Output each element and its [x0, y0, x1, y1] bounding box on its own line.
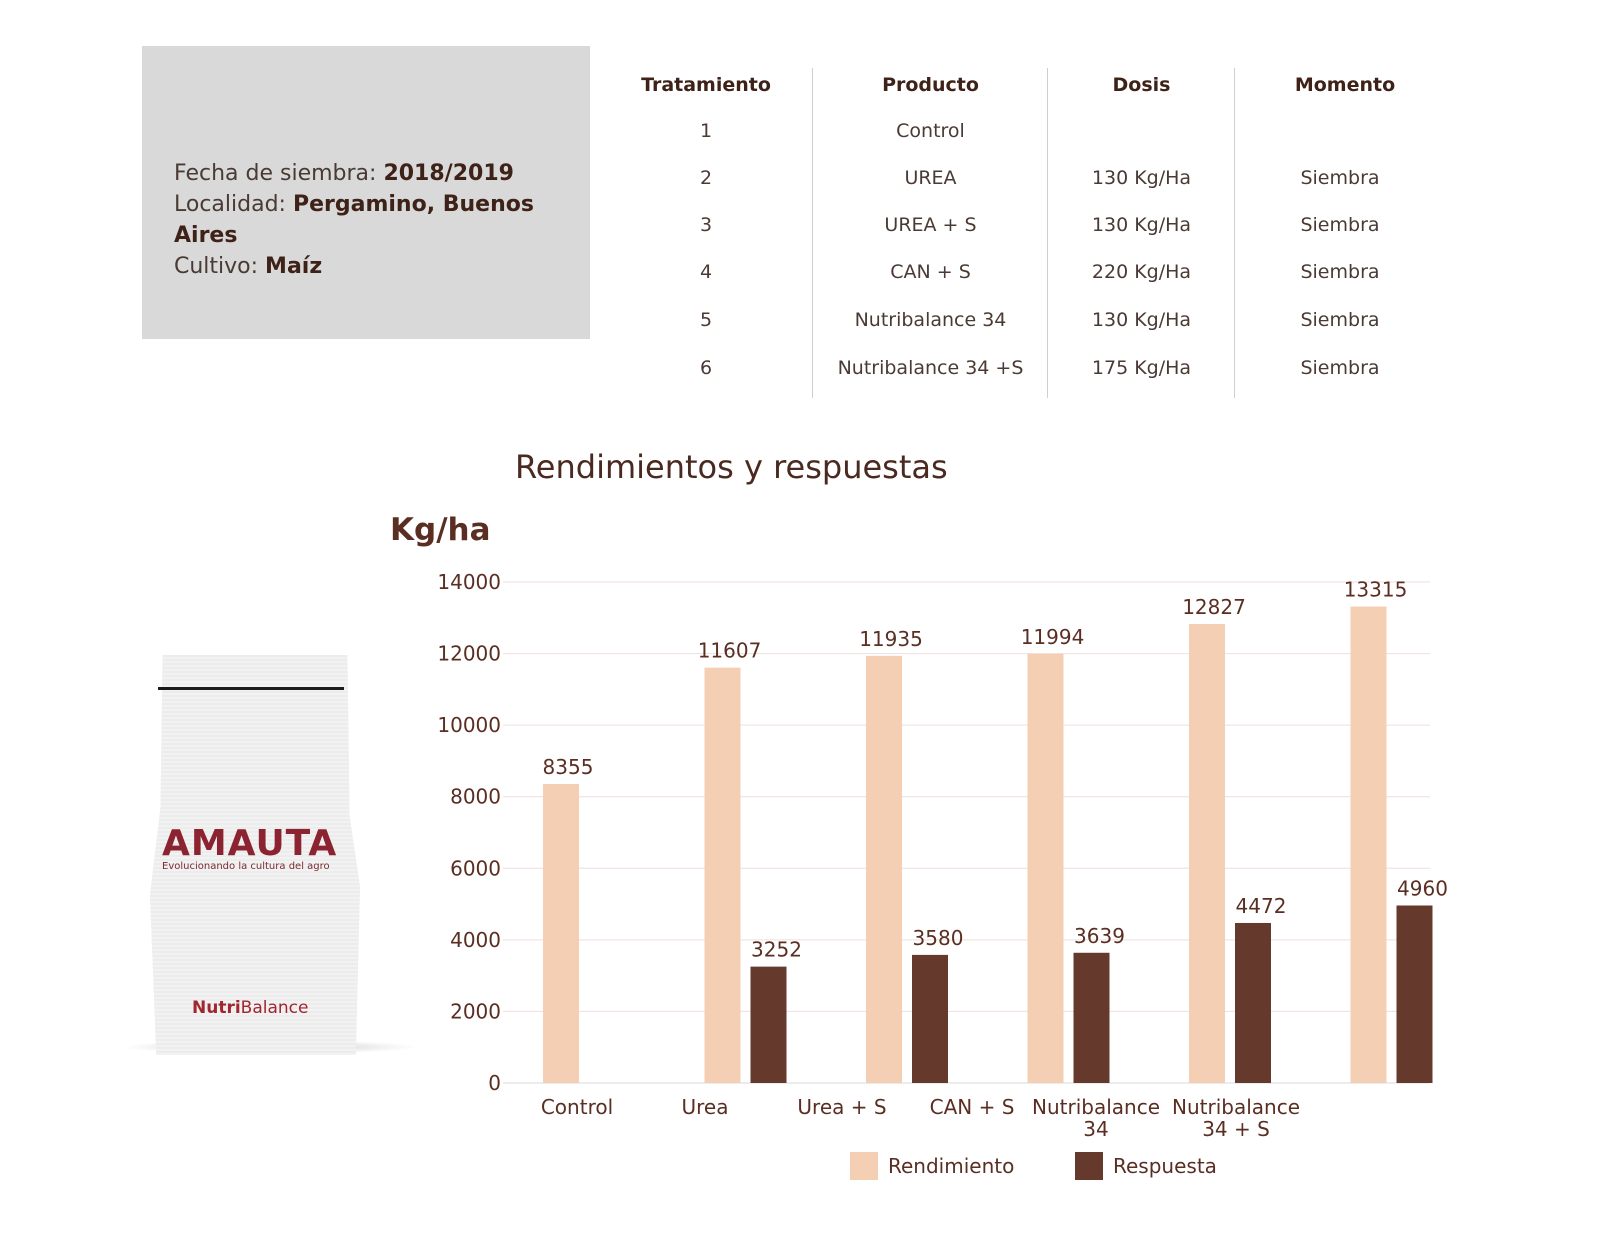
bar-rendimiento-5 [1189, 624, 1225, 1083]
cell-trat-4: 4 [699, 261, 713, 283]
y-tick-label-14000: 14000 [437, 570, 501, 594]
bar-rendimiento-6 [1351, 607, 1387, 1083]
cultivo-label: Cultivo: [174, 254, 259, 279]
bag-product-bold: Nutri [192, 998, 241, 1018]
cell-mom-2: Siembra [1300, 167, 1380, 189]
fecha-label: Fecha de siembra: [174, 161, 377, 186]
cell-dosis-5: 130 Kg/Ha [1091, 309, 1192, 331]
x-tick-label-6-line2: 34 + S [1202, 1117, 1270, 1141]
y-tick-label-6000: 6000 [450, 856, 501, 881]
y-tick-label-8000: 8000 [450, 784, 501, 809]
legend-label-respuesta: Respuesta [1113, 1154, 1217, 1178]
x-tick-label-5: Nutribalance [1032, 1095, 1160, 1119]
bar-rendimiento-1 [543, 784, 579, 1083]
legend-swatch-rendimiento [850, 1152, 878, 1180]
cell-prod-1: Control [896, 120, 965, 142]
y-axis-label: Kg/ha [390, 512, 491, 548]
cell-mom-4: Siembra [1300, 261, 1380, 283]
bag-tagline: Evolucionando la cultura del agro [162, 861, 330, 872]
cell-trat-2: 2 [699, 167, 713, 189]
cell-dosis-4: 220 Kg/Ha [1091, 261, 1192, 283]
cell-mom-6: Siembra [1300, 357, 1380, 379]
y-tick-label-2000: 2000 [450, 999, 501, 1024]
data-label-respuesta-2: 3252 [751, 937, 802, 962]
bag-brand-logo: AMAUTA [162, 823, 338, 864]
cell-trat-3: 3 [699, 214, 713, 236]
legend-item-rendimiento [850, 1152, 1014, 1180]
legend-item-respuesta [1075, 1152, 1217, 1180]
data-label-respuesta-6: 4960 [1397, 876, 1448, 901]
y-tick-label-0: 0 [488, 1071, 501, 1095]
data-label-respuesta-5: 4472 [1235, 893, 1287, 918]
cell-prod-5: Nutribalance 34 [854, 309, 1007, 331]
bar-rendimiento-2 [705, 668, 741, 1083]
cell-trat-1: 1 [699, 120, 713, 142]
x-tick-label-1: Control [540, 1095, 614, 1119]
chart-title: Rendimientos y respuestas [515, 448, 948, 486]
bag-product-rest: Balance [240, 998, 309, 1018]
x-tick-label-6: Nutribalance [1172, 1095, 1300, 1119]
data-label-rendimiento-6: 13315 [1343, 577, 1408, 602]
cell-prod-4: CAN + S [890, 261, 971, 283]
cell-prod-2: UREA [904, 167, 957, 189]
y-tick-label-4000: 4000 [450, 927, 501, 952]
bar-rendimiento-3 [866, 656, 902, 1083]
data-label-rendimiento-3: 11935 [859, 626, 923, 651]
cell-trat-5: 5 [699, 309, 713, 331]
data-label-rendimiento-5: 12827 [1182, 594, 1246, 619]
data-label-rendimiento-1: 8355 [542, 755, 594, 780]
bar-rendimiento-4 [1028, 654, 1064, 1083]
cultivo-value: Maíz [265, 254, 323, 279]
header-tratamiento: Tratamiento [641, 74, 771, 96]
data-label-rendimiento-2: 11607 [697, 638, 762, 663]
y-tick-label-12000: 12000 [437, 641, 501, 666]
bar-respuesta-3 [912, 955, 948, 1083]
y-tick-label-10000: 10000 [437, 713, 501, 738]
header-momento: Momento [1294, 74, 1396, 96]
data-label-respuesta-3: 3580 [912, 925, 964, 950]
bar-respuesta-4 [1074, 953, 1110, 1083]
bar-respuesta-6 [1397, 906, 1433, 1083]
cell-prod-3: UREA + S [884, 214, 977, 236]
data-label-rendimiento-4: 11994 [1020, 624, 1085, 649]
localidad-label: Localidad: [174, 192, 286, 217]
header-dosis: Dosis [1112, 74, 1171, 96]
fecha-value: 2018/2019 [383, 161, 514, 186]
x-tick-label-3: Urea + S [797, 1095, 887, 1119]
localidad-value: Pergamino, Buenos Aires [174, 192, 534, 248]
header-producto: Producto [882, 74, 979, 96]
cell-mom-5: Siembra [1300, 309, 1380, 331]
cell-dosis-3: 130 Kg/Ha [1091, 214, 1192, 236]
cell-dosis-2: 130 Kg/Ha [1091, 167, 1192, 189]
x-tick-label-5-line2: 34 [1083, 1117, 1109, 1141]
cell-prod-6: Nutribalance 34 +S [837, 357, 1024, 379]
x-tick-label-4: CAN + S [929, 1095, 1015, 1119]
cell-dosis-6: 175 Kg/Ha [1091, 357, 1192, 379]
legend-label-rendimiento: Rendimiento [888, 1154, 1015, 1178]
cell-trat-6: 6 [699, 357, 713, 379]
bar-respuesta-5 [1235, 923, 1271, 1083]
bar-respuesta-2 [751, 967, 787, 1083]
data-label-respuesta-4: 3639 [1074, 923, 1125, 948]
x-tick-label-2: Urea [681, 1095, 729, 1119]
legend-swatch-respuesta [1075, 1152, 1103, 1180]
cell-mom-3: Siembra [1300, 214, 1380, 236]
